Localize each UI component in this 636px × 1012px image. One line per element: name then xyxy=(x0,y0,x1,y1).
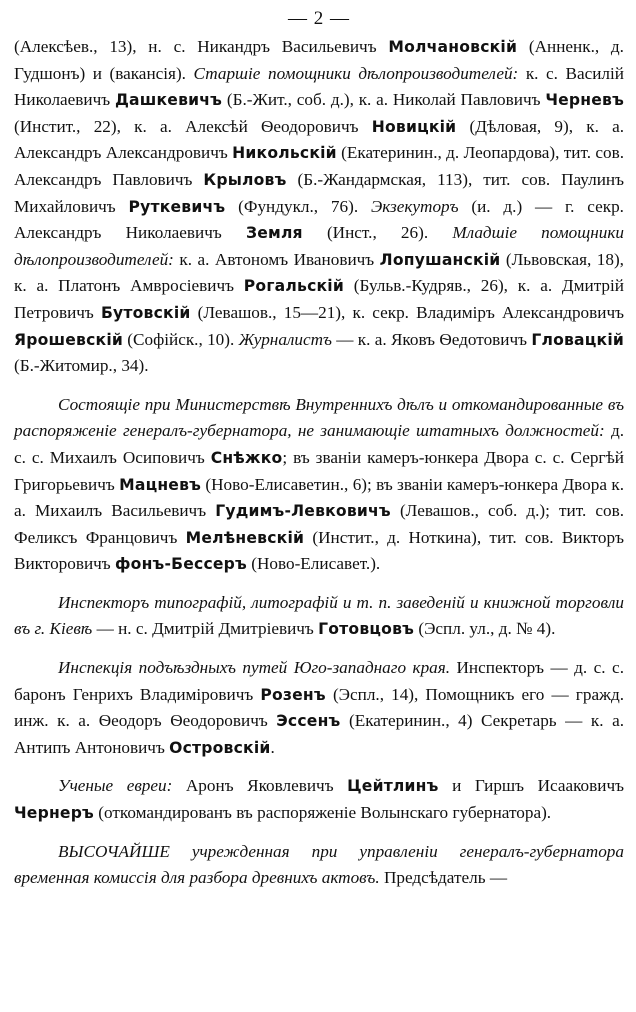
surname: Земля xyxy=(245,224,303,243)
text-run: . xyxy=(270,737,275,757)
surname: Дашкевичъ xyxy=(114,91,223,110)
text-run: ; въ званіи камеръ-юнкера Двора с. с. Сергѣй Григорьевичъ xyxy=(14,447,625,494)
text-run: (Анненк., д. Гудшонъ) и (вакансія). xyxy=(14,37,624,83)
surname: фонъ-Бессеръ xyxy=(115,555,247,574)
surname: Снѣжко xyxy=(210,448,283,467)
text-run: (Екатеринин., д. Леопардова), тит. сов. Александръ Павловичъ xyxy=(14,143,624,189)
text-run: (и. д.) — г. секр. Александръ Николаевичъ xyxy=(14,196,624,243)
surname: Готовцовъ xyxy=(318,620,415,639)
text-run: (откомандированъ въ распоряженіе Волынскаго губернатора). xyxy=(93,803,552,823)
italic-heading: Состоящіе при Министерствѣ Внутреннихъ дѣлъ и откомандированные въ распоряженіе генералъ-губернатора, не занимающіе штатныхъ должностей: xyxy=(14,394,624,441)
text-run: Инспекторъ — д. с. с. баронъ Генрихъ Владиміровичъ xyxy=(14,658,624,704)
text-run: (Б.-Житомир., 34). xyxy=(14,356,149,376)
text-run: д. с. с. Михаилъ Осиповичъ xyxy=(14,421,625,467)
text-run: (Б.-Жандармская, 113), тит. сов. Паулинъ Михайловичъ xyxy=(14,169,624,216)
italic-heading: Журналистъ xyxy=(238,329,332,349)
italic-heading: Инспекторъ типографій, литографій и т. п. заведеній и книжной торговли въ г. Кіевѣ xyxy=(14,592,624,639)
surname: Молчановскій xyxy=(388,38,518,56)
text-run: (Левашов., соб. д.); тит. сов. Феликсъ Францовичъ xyxy=(14,501,624,547)
paragraph xyxy=(14,773,624,826)
text-run: (Софійск., 10). xyxy=(123,329,239,349)
text-run: (Эспл. ул., д. № 4). xyxy=(414,619,556,639)
text-run: (Инст., 26). xyxy=(302,223,453,243)
text-run: (Инстит., д. Ноткина), тит. сов. Викторъ Викторовичъ xyxy=(14,527,624,574)
paragraph xyxy=(14,655,624,761)
text-run: (Алексѣев., 13), н. с. Никандръ Васильевичъ xyxy=(14,37,389,56)
paragraph xyxy=(14,839,624,892)
text-run: (Фундукл., 76). xyxy=(225,196,371,216)
italic-heading: Старшіе помощники дѣлопроизводителей: xyxy=(193,63,519,83)
paragraph-gap xyxy=(14,827,624,839)
text-run: (Львовская, 18), к. а. Платонъ Амвросіевичъ xyxy=(14,249,624,296)
text-run: — н. с. Дмитрій Дмитріевичъ xyxy=(92,619,319,639)
italic-heading: Младшіе помощники дѣлопроизводителей: xyxy=(14,223,625,269)
surname: Розенъ xyxy=(260,685,326,704)
paragraph xyxy=(14,590,624,643)
surname: Эссенъ xyxy=(276,712,341,731)
text-run: — к. а. Яковъ Ѳедотовичъ xyxy=(331,329,532,349)
surname: Новицкій xyxy=(371,117,457,136)
surname: Цейтлинъ xyxy=(347,777,439,796)
surname: Никольскій xyxy=(232,144,337,163)
text-run: (Эспл., 14), Помощникъ его — гражд. инж. к. а. Ѳеодоръ Ѳеодоровичъ xyxy=(14,684,624,731)
surname: Черневъ xyxy=(545,91,624,110)
surname: Гудимъ-Левковичъ xyxy=(215,502,391,521)
surname: Крыловъ xyxy=(203,170,287,189)
surname: Островскій xyxy=(169,738,271,757)
paragraph-gap xyxy=(14,380,624,392)
text-run: (Левашов., 15—21), к. секр. Владиміръ Александровичъ xyxy=(190,302,624,322)
text-run: Аронъ Яковлевичъ xyxy=(172,776,348,796)
text-run: (Дѣловая, 9), к. а. Александръ Александровичъ xyxy=(14,116,625,163)
text-run: (Инстит., 22), к. а. Алексѣй Ѳеодоровичъ xyxy=(14,116,372,136)
text-run: и Гиршъ Исааковичъ xyxy=(438,776,624,796)
surname: Мацневъ xyxy=(119,475,202,494)
surname: Рогальскій xyxy=(243,277,344,296)
italic-heading: Инспекція подъѣздныхъ путей Юго-западнаго края. xyxy=(58,658,451,678)
paragraph-gap xyxy=(14,578,624,590)
paragraph-gap xyxy=(14,643,624,655)
text-run: (Ново-Елисавет.). xyxy=(246,554,381,574)
text-run: Предсѣдатель — xyxy=(379,868,508,888)
text-run: (Ново-Елисаветин., 6); въ званіи камеръ-юнкера Двора к. а. Михаилъ Васильевичъ xyxy=(14,474,624,521)
text-run: (Б.-Жит., соб. д.), к. а. Николай Павловичъ xyxy=(222,90,546,110)
text-run: (Екатеринин., 4) Секретарь — к. а. Антипъ Антоновичъ xyxy=(14,711,624,757)
paragraph-gap xyxy=(14,761,624,773)
paragraph xyxy=(14,392,624,578)
surname: Ярошевскій xyxy=(14,330,123,349)
page-number: — 2 — xyxy=(288,8,350,29)
document-body xyxy=(14,34,624,892)
italic-heading: Экзекуторъ xyxy=(370,196,459,216)
surname: Мелѣневскій xyxy=(185,528,305,547)
surname: Лопушанскій xyxy=(379,250,501,269)
text-run: к. а. Автономъ Ивановичъ xyxy=(173,249,380,269)
italic-heading: Ученые евреи: xyxy=(58,776,173,796)
surname: Руткевичъ xyxy=(128,197,226,216)
paragraph xyxy=(14,34,624,380)
text-run: (Бульв.-Кудряв., 26), к. а. Дмитрій Петровичъ xyxy=(14,276,624,322)
italic-heading: ВЫСОЧАЙШЕ учрежденная при управленіи генералъ-губернатора временная комиссія для разбора древнихъ актовъ. xyxy=(14,841,624,888)
text-run: к. с. Василій Николаевичъ xyxy=(14,63,624,110)
surname: Чернеръ xyxy=(14,804,94,823)
surname: Гловацкій xyxy=(531,330,624,349)
surname: Бутовскій xyxy=(100,303,191,322)
